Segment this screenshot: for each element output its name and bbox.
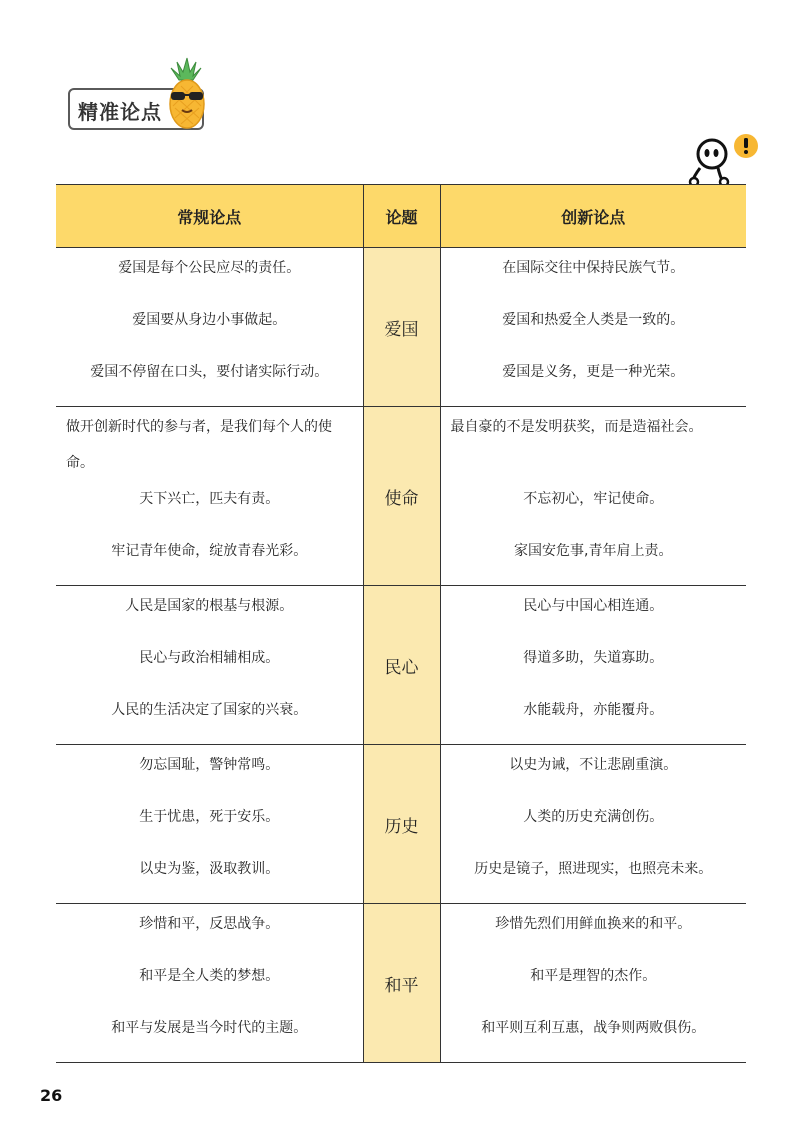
table-row xyxy=(56,248,746,407)
innovative-paragraph: 最自豪的不是发明获奖，而是造福社会。 xyxy=(450,419,703,435)
conventional-point: 人民是国家的根基与根源。 xyxy=(125,598,294,614)
conventional-point: 爱国不停留在口头，要付诸实际行动。 xyxy=(90,364,329,380)
innovative-point: 在国际交往中保持民族气节。 xyxy=(502,260,685,276)
pineapple-sunglasses-icon xyxy=(163,56,211,132)
conventional-cell xyxy=(56,248,363,407)
conventional-point: 和平与发展是当今时代的主题。 xyxy=(111,1020,308,1036)
innovative-cell xyxy=(440,248,746,407)
conventional-point: 天下兴亡，匹夫有责。 xyxy=(139,491,280,507)
page-number: 26 xyxy=(40,1086,63,1105)
topic-cell: 民心 xyxy=(363,586,440,745)
innovative-point: 水能载舟，亦能覆舟。 xyxy=(523,702,664,718)
innovative-point: 和平则互利互惠，战争则两败俱伤。 xyxy=(481,1020,706,1036)
innovative-point: 珍惜先烈们用鲜血换来的和平。 xyxy=(495,916,692,932)
innovative-point: 人类的历史充满创伤。 xyxy=(523,809,664,825)
conventional-cell xyxy=(56,745,363,904)
conventional-paragraph: 做开创新时代的参与者，是我们每个人的使命。 xyxy=(66,419,332,471)
innovative-point: 民心与中国心相连通。 xyxy=(523,598,664,614)
conventional-point: 以史为鉴，汲取教训。 xyxy=(139,861,280,877)
innovative-point: 历史是镜子，照进现实，也照亮未来。 xyxy=(474,861,713,877)
table-header-row xyxy=(56,185,746,248)
innovative-cell xyxy=(440,407,746,586)
topic-cell: 历史 xyxy=(363,745,440,904)
table-row xyxy=(56,745,746,904)
conventional-point: 人民的生活决定了国家的兴衰。 xyxy=(111,702,308,718)
innovative-cell xyxy=(440,745,746,904)
header-topic: 论题 xyxy=(363,185,440,248)
innovative-point: 以史为诫，不让悲剧重演。 xyxy=(509,757,678,773)
innovative-point: 爱国和热爱全人类是一致的。 xyxy=(502,312,685,328)
topic-cell: 使命 xyxy=(363,407,440,586)
conventional-point: 牢记青年使命，绽放青春光彩。 xyxy=(111,543,308,559)
table-row xyxy=(56,407,746,586)
innovative-point: 家国安危事,青年肩上责。 xyxy=(514,543,673,559)
innovative-point: 得道多助，失道寡助。 xyxy=(523,650,664,666)
conventional-cell xyxy=(56,407,363,586)
logo-text: 精准论点 xyxy=(78,100,162,124)
innovative-cell xyxy=(440,586,746,745)
innovative-point: 不忘初心，牢记使命。 xyxy=(523,491,664,507)
header-conventional: 常规论点 xyxy=(56,185,363,248)
conventional-point: 民心与政治相辅相成。 xyxy=(139,650,280,666)
topic-cell: 爱国 xyxy=(363,248,440,407)
conventional-point: 生于忧患，死于安乐。 xyxy=(139,809,280,825)
innovative-cell xyxy=(440,904,746,1063)
thinking-character-exclaim-icon xyxy=(686,132,760,188)
header-innovative: 创新论点 xyxy=(440,185,746,248)
table-row xyxy=(56,586,746,745)
conventional-point: 爱国要从身边小事做起。 xyxy=(132,312,287,328)
conventional-point: 爱国是每个公民应尽的责任。 xyxy=(118,260,301,276)
conventional-cell xyxy=(56,904,363,1063)
table-row xyxy=(56,904,746,1063)
innovative-point: 爱国是义务，更是一种光荣。 xyxy=(502,364,685,380)
topic-cell: 和平 xyxy=(363,904,440,1063)
conventional-point: 勿忘国耻，警钟常鸣。 xyxy=(139,757,280,773)
conventional-point: 珍惜和平，反思战争。 xyxy=(139,916,280,932)
argument-table xyxy=(56,184,746,1063)
innovative-point: 和平是理智的杰作。 xyxy=(530,968,657,984)
conventional-cell xyxy=(56,586,363,745)
conventional-point: 和平是全人类的梦想。 xyxy=(139,968,280,984)
